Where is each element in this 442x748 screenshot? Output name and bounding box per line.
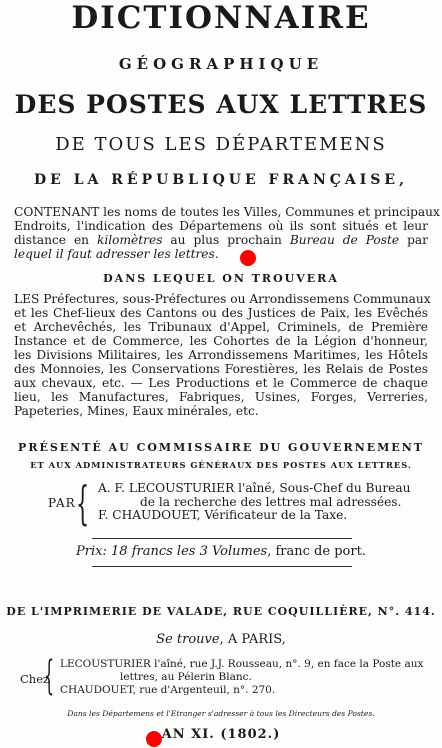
chez-list <box>60 658 423 697</box>
red-marker-dot <box>240 250 256 266</box>
trouvera-line: aux chevaux, etc. — Les Productions et le Commerce de chaque <box>14 376 428 390</box>
trouvera-line: et Archevêchés, les Tribunaux d'Appel, Criminels, de Première <box>14 320 428 334</box>
title-line-2: GÉOGRAPHIQUE <box>118 55 324 73</box>
trouvera-line: LES Préfectures, sous-Préfectures ou Arrondissemens Communaux <box>14 292 431 306</box>
title-line-1: DICTIONNAIRE <box>71 0 371 36</box>
contenant-line-4: lequel il faut adresser les lettres. <box>14 247 219 261</box>
contenant-paragraph <box>14 205 440 261</box>
trouvera-line: Papeteries, Mines, Eaux minérales, etc. <box>14 404 259 418</box>
contenant-line-2: Endroits, l'indication des Départemens où ils sont situés et leur <box>14 219 428 233</box>
trouvera-line: lieu, les Manufactures, Fabriques, Usines, Forges, Verreries, <box>14 390 428 404</box>
trouvera-line: des Monnoies, les Conservations Forestières, les Relais de Postes <box>14 362 428 376</box>
authors-list <box>98 482 411 523</box>
divider-top <box>92 538 352 539</box>
se-trouve-line: Se trouve, A PARIS, <box>156 632 286 647</box>
title-line-5: DE LA RÉPUBLIQUE FRANÇAISE, <box>34 172 408 188</box>
sub-heading: DANS LEQUEL ON TROUVERA <box>103 272 339 285</box>
divider-bottom <box>92 566 352 567</box>
author-line-3: F. CHAUDOUET, Vérificateur de la Taxe. <box>98 508 348 522</box>
trouvera-line: Instance et de Commerce, les Cohortes de la Légion d'honneur, <box>14 334 428 348</box>
publication-date: AN XI. (1802.) <box>161 727 281 742</box>
chez-line-2: lettres, au Pélerin Blanc. <box>120 671 252 683</box>
departemens-note: Dans les Départemens et l'Etranger s'adresser à tous les Directeurs des Postes. <box>67 709 375 718</box>
trouvera-line: les Divisions Militaires, les Arrondissemens Maritimes, les Hôtels <box>14 348 428 362</box>
contenant-line-3: distance en kilomètres au plus prochain Bureau de Poste par <box>14 233 428 247</box>
title-line-4: DE TOUS LES DÉPARTEMENS <box>55 134 387 155</box>
trouvera-paragraph <box>14 292 431 418</box>
left-brace-icon: { <box>76 476 90 530</box>
chez-label: Chez <box>20 672 50 686</box>
author-line-2: de la recherche des lettres mal adressées. <box>140 494 402 509</box>
left-brace-icon: { <box>44 653 55 699</box>
authors-label: PAR <box>48 496 76 510</box>
presente-line-1: PRÉSENTÉ AU COMMISSAIRE DU GOUVERNEMENT <box>18 441 424 454</box>
chez-line-3: CHAUDOUET, rue d'Argenteuil, n°. 270. <box>60 684 276 696</box>
trouvera-line: et les Chef-lieux des Cantons ou des Justices de Paix, les Evêchés <box>14 306 428 320</box>
contenant-line-1: CONTENANT les noms de toutes les Villes, Communes et principaux <box>14 205 440 219</box>
title-line-3: DES POSTES AUX LETTRES <box>14 90 428 119</box>
price-line: Prix: 18 francs les 3 Volumes, franc de port. <box>76 544 366 559</box>
imprimerie-line: DE L'IMPRIMERIE DE VALADE, RUE COQUILLIÈRE, N°. 414. <box>6 605 436 618</box>
author-line-1: A. F. LECOUSTURIER l'aîné, Sous-Chef du Bureau <box>98 481 411 495</box>
chez-line-1: LECOUSTURIER l'aîné, rue J.J. Rousseau, n°. 9, en face la Poste aux <box>60 658 424 670</box>
presente-line-2: ET AUX ADMINISTRATEURS GÉNÉRAUX DES POSTES AUX LETTRES. <box>30 460 412 470</box>
